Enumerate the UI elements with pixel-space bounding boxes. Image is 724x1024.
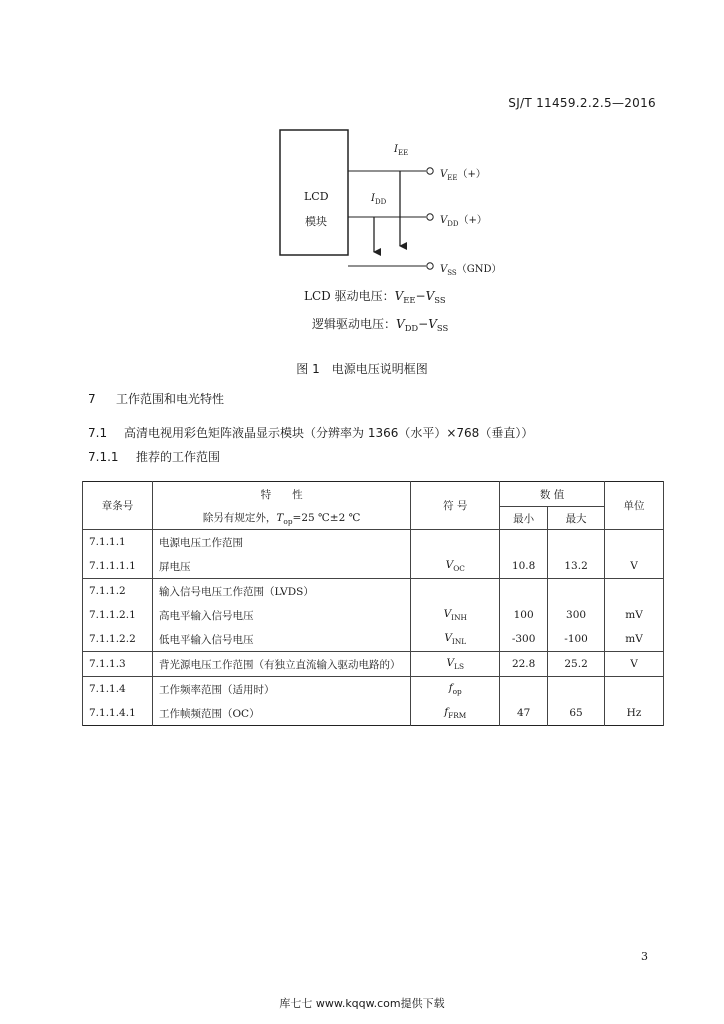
symbol-cell: $f_{op}$ bbox=[411, 677, 500, 702]
current-iee-label: $I_{EE}$ bbox=[394, 144, 409, 157]
section-7-1-1-heading: 7.1.1 推荐的工作范围 bbox=[88, 450, 221, 464]
figure-caption: 图 1 电源电压说明框图 bbox=[296, 362, 428, 376]
header-clause: 章条号 bbox=[83, 482, 153, 530]
header-characteristic: 特 性 bbox=[152, 482, 410, 507]
header-symbol: 符 号 bbox=[411, 482, 500, 530]
module-label-lcd: LCD bbox=[304, 190, 329, 203]
symbol-cell: $V_{INL}$ bbox=[411, 627, 500, 652]
table-row: 7.1.1.3 背光源电压工作范围（有独立直流输入驱动电路的） $V_{LS}$ 22.8 25.2 V bbox=[83, 652, 664, 677]
header-max: 最大 bbox=[548, 507, 605, 530]
table-row: 7.1.1.2.1 高电平输入信号电压 $V_{INH}$ 100 300 mV bbox=[83, 603, 664, 627]
header-value: 数 值 bbox=[500, 482, 605, 507]
symbol-cell: $f_{FRM}$ bbox=[411, 701, 500, 726]
table-row: 7.1.1.1.1 屏电压 $V_{OC}$ 10.8 13.2 V bbox=[83, 554, 664, 579]
symbol-cell: $V_{INH}$ bbox=[411, 603, 500, 627]
symbol-cell: $V_{OC}$ bbox=[411, 554, 500, 579]
vss-terminal bbox=[427, 263, 433, 269]
table-row: 7.1.1.4.1 工作帧频范围（OC） $f_{FRM}$ 47 65 Hz bbox=[83, 701, 664, 726]
section-7-1-heading: 7.1 高清电视用彩色矩阵液晶显示模块（分辨率为 1366（水平）×768（垂直）） bbox=[88, 426, 534, 440]
module-label-module: 模块 bbox=[305, 215, 327, 228]
standard-number: SJ/T 11459.2.2.5—2016 bbox=[508, 96, 656, 110]
lcd-drive-voltage-formula: LCD 驱动电压：$V_{EE}-V_{SS}$ bbox=[304, 289, 446, 305]
download-footer: 库七七 www.kqqw.com提供下载 bbox=[279, 997, 445, 1010]
terminal-vdd-label: $V_{DD}(+)$ bbox=[440, 215, 487, 228]
page-number: 3 bbox=[641, 950, 648, 963]
header-min: 最小 bbox=[500, 507, 548, 530]
header-condition: 除另有规定外，$T_{op}=25$ ℃±2 ℃ bbox=[152, 507, 410, 530]
table-row: 7.1.1.4 工作频率范围（适用时） $f_{op}$ bbox=[83, 677, 664, 702]
recommended-operating-range-table bbox=[82, 481, 664, 726]
power-supply-block-diagram bbox=[260, 128, 510, 278]
current-idd-label: $I_{DD}$ bbox=[371, 193, 387, 206]
header-unit: 单位 bbox=[605, 482, 664, 530]
table-row: 7.1.1.1 电源电压工作范围 bbox=[83, 530, 664, 555]
table-row: 7.1.1.2.2 低电平输入信号电压 $V_{INL}$ -300 -100 mV bbox=[83, 627, 664, 652]
terminal-vee-label: $V_{EE}(+)$ bbox=[440, 169, 486, 182]
vee-terminal bbox=[427, 168, 433, 174]
logic-drive-voltage-formula: 逻辑驱动电压：$V_{DD}-V_{SS}$ bbox=[312, 317, 449, 333]
table-row: 7.1.1.2 输入信号电压工作范围（LVDS） bbox=[83, 579, 664, 604]
symbol-cell: $V_{LS}$ bbox=[411, 652, 500, 677]
terminal-vss-label: $V_{SS}(GND)$ bbox=[440, 264, 502, 277]
section-7-heading: 7 工作范围和电光特性 bbox=[88, 392, 225, 406]
vdd-terminal bbox=[427, 214, 433, 220]
